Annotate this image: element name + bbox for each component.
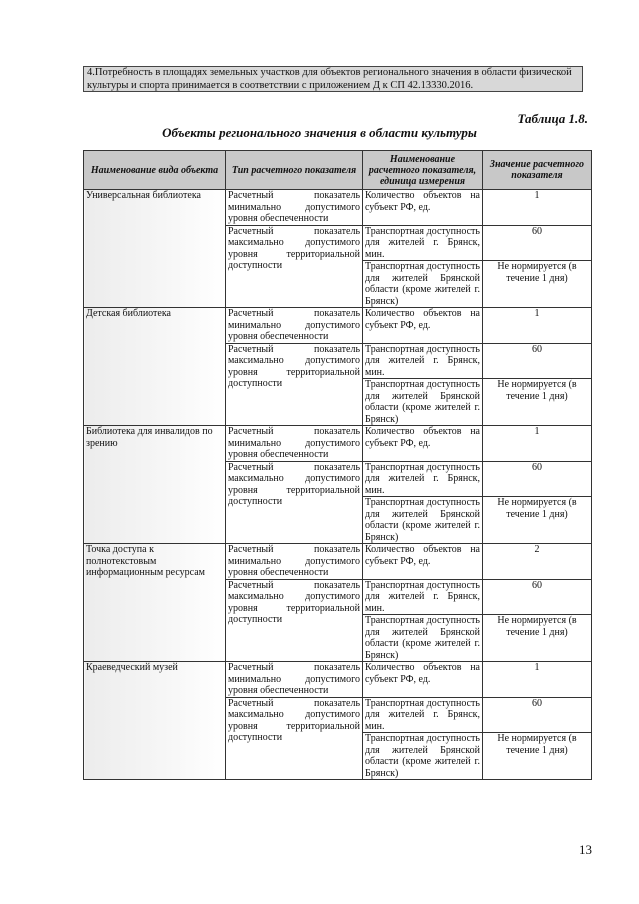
indicator-type-cell: Расчетный показатель минимально допустимого уровня обеспеченности xyxy=(226,190,363,226)
table-title: Объекты регионального значения в области культуры xyxy=(162,125,477,140)
indicator-type-cell: Расчетный показатель минимально допустимого уровня обеспеченности xyxy=(226,426,363,462)
indicator-value-cell: 60 xyxy=(483,579,592,615)
indicator-type-cell: Расчетный показатель минимально допустимого уровня обеспеченности xyxy=(226,662,363,698)
indicator-value-cell: 1 xyxy=(483,426,592,462)
regional-sport-land-note: 4.Потребность в площадях земельных участков для объектов регионального значения в области физической культуры и спорта принимается в соответствии с приложением Д к СП 42.13330.2016. xyxy=(83,66,583,92)
object-name-cell: Библиотека для инвалидов по зрению xyxy=(84,426,226,544)
indicator-type-cell: Расчетный показатель минимально допустимого уровня обеспеченности xyxy=(226,308,363,344)
indicator-name-cell: Транспортная доступность для жителей г. Брянск, мин. xyxy=(363,225,483,261)
object-name-cell: Детская библиотека xyxy=(84,308,226,426)
table-row xyxy=(84,662,592,698)
header-indicator-value: Значение расчетного показателя xyxy=(483,151,592,190)
indicator-name-cell: Транспортная доступность для жителей г. Брянск, мин. xyxy=(363,461,483,497)
header-indicator-type: Тип расчетного показателя xyxy=(226,151,363,190)
indicator-value-cell: Не нормируется (в течение 1 дня) xyxy=(483,733,592,780)
indicator-type-cell: Расчетный показатель максимально допустимого уровня территориальной доступности xyxy=(226,461,363,544)
table-row xyxy=(84,190,592,226)
indicator-name-cell: Транспортная доступность для жителей г. Брянск, мин. xyxy=(363,697,483,733)
indicator-name-cell: Транспортная доступность для жителей Брянской области (кроме жителей г. Брянск) xyxy=(363,615,483,662)
header-object-type: Наименование вида объекта xyxy=(84,151,226,190)
culture-objects-table xyxy=(83,150,592,780)
table-header-row xyxy=(84,151,592,190)
indicator-name-cell: Транспортная доступность для жителей Брянской области (кроме жителей г. Брянск) xyxy=(363,261,483,308)
indicator-value-cell: Не нормируется (в течение 1 дня) xyxy=(483,379,592,426)
indicator-name-cell: Количество объектов на субъект РФ, ед. xyxy=(363,308,483,344)
indicator-type-cell: Расчетный показатель максимально допустимого уровня территориальной доступности xyxy=(226,225,363,308)
indicator-value-cell: Не нормируется (в течение 1 дня) xyxy=(483,497,592,544)
indicator-name-cell: Транспортная доступность для жителей Брянской области (кроме жителей г. Брянск) xyxy=(363,497,483,544)
indicator-value-cell: Не нормируется (в течение 1 дня) xyxy=(483,261,592,308)
indicator-name-cell: Транспортная доступность для жителей г. Брянск, мин. xyxy=(363,579,483,615)
indicator-type-cell: Расчетный показатель максимально допустимого уровня территориальной доступности xyxy=(226,343,363,426)
indicator-value-cell: 1 xyxy=(483,308,592,344)
indicator-value-cell: 60 xyxy=(483,461,592,497)
table-label: Таблица 1.8. xyxy=(517,111,588,126)
indicator-type-cell: Расчетный показатель максимально допустимого уровня территориальной доступности xyxy=(226,697,363,780)
header-indicator-name: Наименование расчетного показателя, единица измерения xyxy=(363,151,483,190)
table-row xyxy=(84,544,592,580)
object-name-cell: Точка доступа к полнотекстовым информационным ресурсам xyxy=(84,544,226,662)
indicator-type-cell: Расчетный показатель максимально допустимого уровня территориальной доступности xyxy=(226,579,363,662)
indicator-value-cell: Не нормируется (в течение 1 дня) xyxy=(483,615,592,662)
table-body xyxy=(84,190,592,780)
indicator-value-cell: 60 xyxy=(483,697,592,733)
indicator-value-cell: 2 xyxy=(483,544,592,580)
indicator-name-cell: Транспортная доступность для жителей Брянской области (кроме жителей г. Брянск) xyxy=(363,379,483,426)
indicator-value-cell: 1 xyxy=(483,662,592,698)
indicator-name-cell: Транспортная доступность для жителей г. Брянск, мин. xyxy=(363,343,483,379)
indicator-type-cell: Расчетный показатель минимально допустимого уровня обеспеченности xyxy=(226,544,363,580)
indicator-name-cell: Количество объектов на субъект РФ, ед. xyxy=(363,662,483,698)
table-row xyxy=(84,426,592,462)
object-name-cell: Краеведческий музей xyxy=(84,662,226,780)
indicator-name-cell: Количество объектов на субъект РФ, ед. xyxy=(363,544,483,580)
page-number: 13 xyxy=(579,842,592,857)
indicator-name-cell: Количество объектов на субъект РФ, ед. xyxy=(363,426,483,462)
indicator-value-cell: 60 xyxy=(483,225,592,261)
indicator-name-cell: Транспортная доступность для жителей Брянской области (кроме жителей г. Брянск) xyxy=(363,733,483,780)
object-name-cell: Универсальная библиотека xyxy=(84,190,226,308)
indicator-value-cell: 1 xyxy=(483,190,592,226)
indicator-value-cell: 60 xyxy=(483,343,592,379)
table-row xyxy=(84,308,592,344)
indicator-name-cell: Количество объектов на субъект РФ, ед. xyxy=(363,190,483,226)
